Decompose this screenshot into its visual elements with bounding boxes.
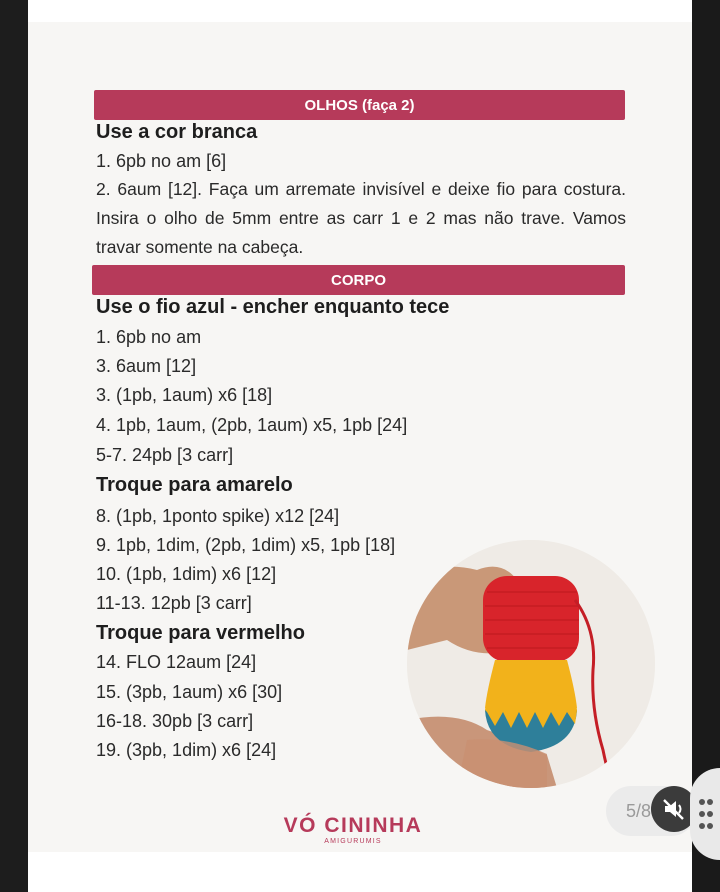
switch-to-yellow-heading: Troque para amarelo xyxy=(96,474,293,496)
body-row: 8. (1pb, 1ponto spike) x12 [24] xyxy=(96,506,340,526)
body-row: 16-18. 30pb [3 carr] xyxy=(96,711,254,731)
body-row: 9. 1pb, 1dim, (2pb, 1dim) x5, 1pb [18] xyxy=(96,535,396,555)
amigurumi-photo xyxy=(407,540,655,788)
page-indicator: 5/8 xyxy=(626,801,652,821)
section-band-eyes xyxy=(94,90,625,120)
body-row: 11-13. 12pb [3 carr] xyxy=(96,593,252,613)
section-title-eyes: OLHOS (faça 2) xyxy=(304,96,415,114)
side-grip[interactable] xyxy=(690,768,720,860)
section-title-body: CORPO xyxy=(330,271,386,289)
viewer-left-margin xyxy=(0,0,28,892)
body-row: 1. 6pb no am xyxy=(96,327,202,347)
eyes-row-1: 1. 6pb no am [6] xyxy=(96,151,227,171)
viewer-right-margin xyxy=(692,0,720,892)
body-row: 3. 6aum [12] xyxy=(96,356,197,376)
brand-tagline: AMIGURUMIS xyxy=(324,838,382,845)
body-row: 5-7. 24pb [3 carr] xyxy=(96,445,234,465)
body-row: 14. FLO 12aum [24] xyxy=(96,652,257,672)
brand-logo: VÓ CININHA xyxy=(283,814,423,837)
body-row: 3. (1pb, 1aum) x6 [18] xyxy=(96,385,273,405)
amigurumi-illustration xyxy=(407,540,655,788)
body-row: 4. 1pb, 1aum, (2pb, 1aum) x5, 1pb [24] xyxy=(96,415,408,435)
pattern-page xyxy=(28,0,692,892)
page-bottom-margin xyxy=(28,852,692,892)
switch-to-red-heading: Troque para vermelho xyxy=(96,622,305,644)
body-row: 10. (1pb, 1dim) x6 [12] xyxy=(96,564,277,584)
section-band-body xyxy=(92,265,625,295)
body-color-instruction: Use o fio azul - encher enquanto tece xyxy=(96,296,450,318)
eyes-color-instruction: Use a cor branca xyxy=(96,121,258,143)
eyes-row-2-paragraph: 2. 6aum [12]. Faça um arremate invisível e deixe fio para costura. Insira o olho de 5mm entre as carr 1 e 2 mas não trave. Vamos travar somente na cabeça. xyxy=(96,179,626,257)
mute-icon xyxy=(661,796,687,822)
body-row: 19. (3pb, 1dim) x6 [24] xyxy=(96,740,277,760)
body-row: 15. (3pb, 1aum) x6 [30] xyxy=(96,682,283,702)
drag-handle-icon xyxy=(690,768,720,860)
